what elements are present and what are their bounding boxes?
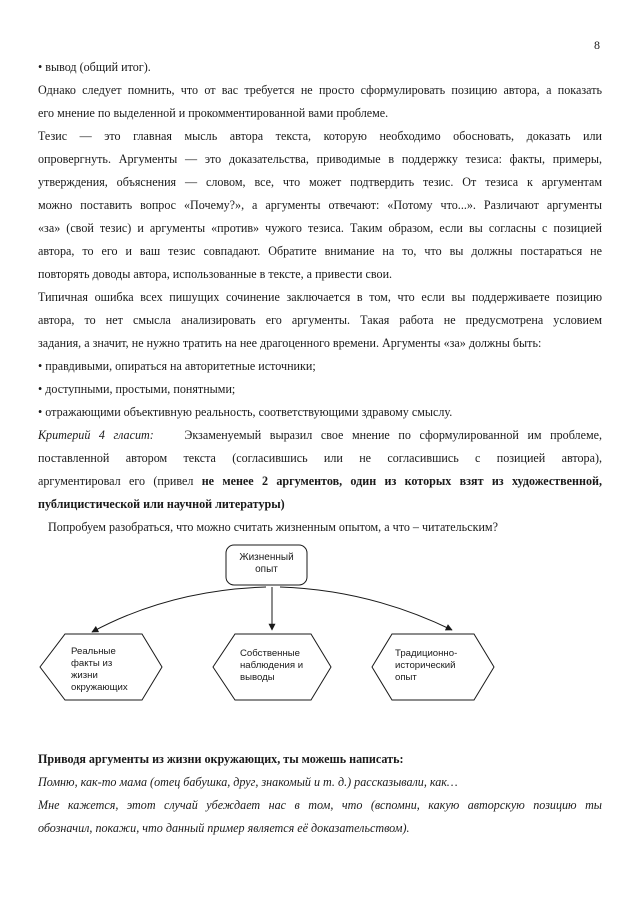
left-line-1: Реальные bbox=[71, 646, 116, 657]
left-line-4: окружающих bbox=[71, 682, 128, 693]
example-line-2: Мне кажется, этот случай убеждает нас в том, что (вспомни, какую авторскую позицию ты bbox=[38, 798, 602, 812]
text-line-2: Однако следует помнить, что от вас требуется не просто сформулировать позицию автора, а показать bbox=[38, 83, 602, 97]
bullet-truthful: • правдивыми, опираться на авторитетные источники; bbox=[38, 359, 316, 373]
example-line-3: обозначил, покажи, что данный пример является её доказательством). bbox=[38, 821, 410, 835]
middle-line-1: Собственные bbox=[240, 648, 300, 659]
text-line-4: Тезис — это главная мысль автора текста, которую необходимо обосновать, доказать или bbox=[38, 129, 602, 143]
right-line-3: опыт bbox=[395, 672, 417, 683]
bullet-accessible: • доступными, простыми, понятными; bbox=[38, 382, 236, 396]
arrow-left bbox=[92, 587, 266, 632]
text-line-19-normal: аргументировал его (привел bbox=[38, 474, 202, 488]
bullet-objective: • отражающими объективную реальность, соответствующими здравому смыслу. bbox=[38, 405, 453, 419]
middle-hexagon-label bbox=[240, 648, 303, 684]
right-line-2: исторический bbox=[395, 660, 456, 671]
text-line-19-bold: не менее 2 аргументов, один из которых взят из художественной, bbox=[201, 474, 602, 488]
right-hexagon-label bbox=[395, 648, 457, 684]
top-box-line-1: Жизненный bbox=[239, 552, 294, 563]
text-line-10: повторять доводы автора, использованные в тексте, а привести свои. bbox=[38, 267, 393, 281]
right-line-1: Традиционно- bbox=[395, 648, 458, 659]
left-hexagon-label bbox=[71, 646, 128, 694]
text-line-3: его мнение по выделенной и прокомментированной вами проблеме. bbox=[38, 106, 389, 120]
left-line-2: факты из bbox=[71, 658, 113, 669]
criterion-label: Критерий 4 гласит: bbox=[38, 428, 154, 442]
text-line-5: опровергнуть. Аргументы — это доказательства, приводимые в поддержку тезиса: факты, примеры, bbox=[38, 152, 602, 166]
top-box-label bbox=[0, 552, 533, 576]
text-line-6: утверждения, объяснения — словом, все, что может подтвердить тезис. От тезиса к аргументам bbox=[38, 175, 602, 189]
arrow-right bbox=[280, 587, 452, 630]
text-line-20: публицистической или научной литературы) bbox=[38, 497, 285, 511]
text-line-9: автора, то его и ваш тезис совпадают. Обратите внимание на то, что вы должны постараться не bbox=[38, 244, 602, 258]
page-number: 8 bbox=[594, 38, 600, 52]
text-line-21: Попробуем разобраться, что можно считать жизненным опытом, а что – читательским? bbox=[48, 520, 498, 534]
text-line-8: «за» (свой тезис) и аргументы «против» чужого тезиса. Таким образом, если вы согласны с позицией bbox=[38, 221, 602, 235]
text-line-12: автора, то нет смысла анализировать его аргументы. Такая работа не предусмотрена условием bbox=[38, 313, 602, 327]
top-box-line-2: опыт bbox=[255, 564, 278, 575]
text-line-1: • вывод (общий итог). bbox=[38, 60, 151, 74]
criterion-text: Экзаменуемый выразил свое мнение по сформулированной им проблеме, bbox=[184, 428, 602, 442]
arguments-heading: Приводя аргументы из жизни окружающих, ты можешь написать: bbox=[38, 752, 404, 766]
text-line-18: поставленной автором текста (согласившись или не согласившись с позицией автора), bbox=[38, 451, 602, 465]
text-line-7: можно поставить вопрос «Почему?», а аргументы отвечают: «Потому что...». Различают аргументы bbox=[38, 198, 602, 212]
middle-line-3: выводы bbox=[240, 672, 275, 683]
left-line-3: жизни bbox=[71, 670, 98, 681]
text-line-13: задания, а значит, не нужно тратить на нее драгоценного времени. Аргументы «за» должны быть: bbox=[38, 336, 542, 350]
text-line-11: Типичная ошибка всех пишущих сочинение заключается в том, что если вы поддерживаете позицию bbox=[38, 290, 602, 304]
example-line-1: Помню, как-то мама (отец бабушка, друг, знакомый и т. д.) рассказывали, как… bbox=[38, 775, 458, 789]
middle-line-2: наблюдения и bbox=[240, 660, 304, 671]
